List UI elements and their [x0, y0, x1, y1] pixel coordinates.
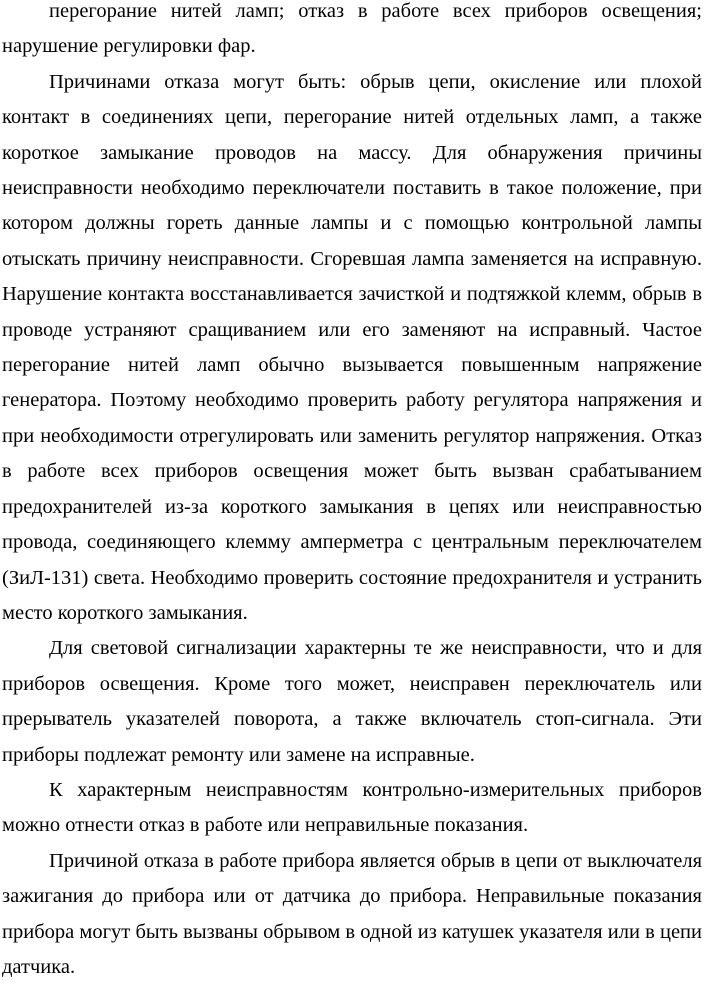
paragraph-failure-causes: Причинами отказа могут быть: обрыв цепи, окисление или плохой контакт в соединениях цепи, перегорание нитей отдельных ламп, а также короткое замыкание проводов на массу. Для обнаружения причины неисправности необходимо переключатели поставить в такое положение, при котором должны гореть данные лампы и с помощью контрольной лампы отыскать причину неисправности. Сгоревшая лампа заменяется на исправную. Нарушение контакта восстанавливается зачисткой и подтяжкой клемм, обрыв в проводе устраняют сращиванием или его заменяют на исправный. Частое перегорание нитей ламп обычно вызывается повышенным напряжение генератора. Поэтому необходимо проверить работу регулятора напряжения и при необходимости отрегулировать или заменить регулятор напряжения. Отказ в работе всех приборов освещения может быть вызван срабатыванием предохранителей из-за короткого замыкания в цепях или неисправностью провода, соединяющего клемму амперметра с центральным переключателем (ЗиЛ-131) света. Необходимо проверить состояние предохранителя и устранить место короткого замыкания. — [2, 70, 702, 624]
paragraph-instrument-causes: Причиной отказа в работе прибора является обрыв в цепи от выключателя зажигания до прибора или от датчика до прибора. Неправильные показания прибора могут быть вызваны обрывом в одной из катушек указателя или в цепи датчика. — [2, 849, 702, 978]
paragraph-signal-faults: Для световой сигнализации характерны те же неисправности, что и для приборов освещения. Кроме того может, неисправен переключатель или прерыватель указателей поворота, а также включатель стоп-сигнала. Эти приборы подлежат ремонту или замене на исправные. — [2, 637, 702, 766]
paragraph-lighting-faults-continued: перегорание нитей ламп; отказ в работе всех приборов освещения; нарушение регулировки фар. — [2, 0, 702, 58]
paragraph-instrument-faults: К характерным неисправностям контрольно-измерительных приборов можно отнести отказ в работе или неправильные показания. — [2, 778, 702, 837]
